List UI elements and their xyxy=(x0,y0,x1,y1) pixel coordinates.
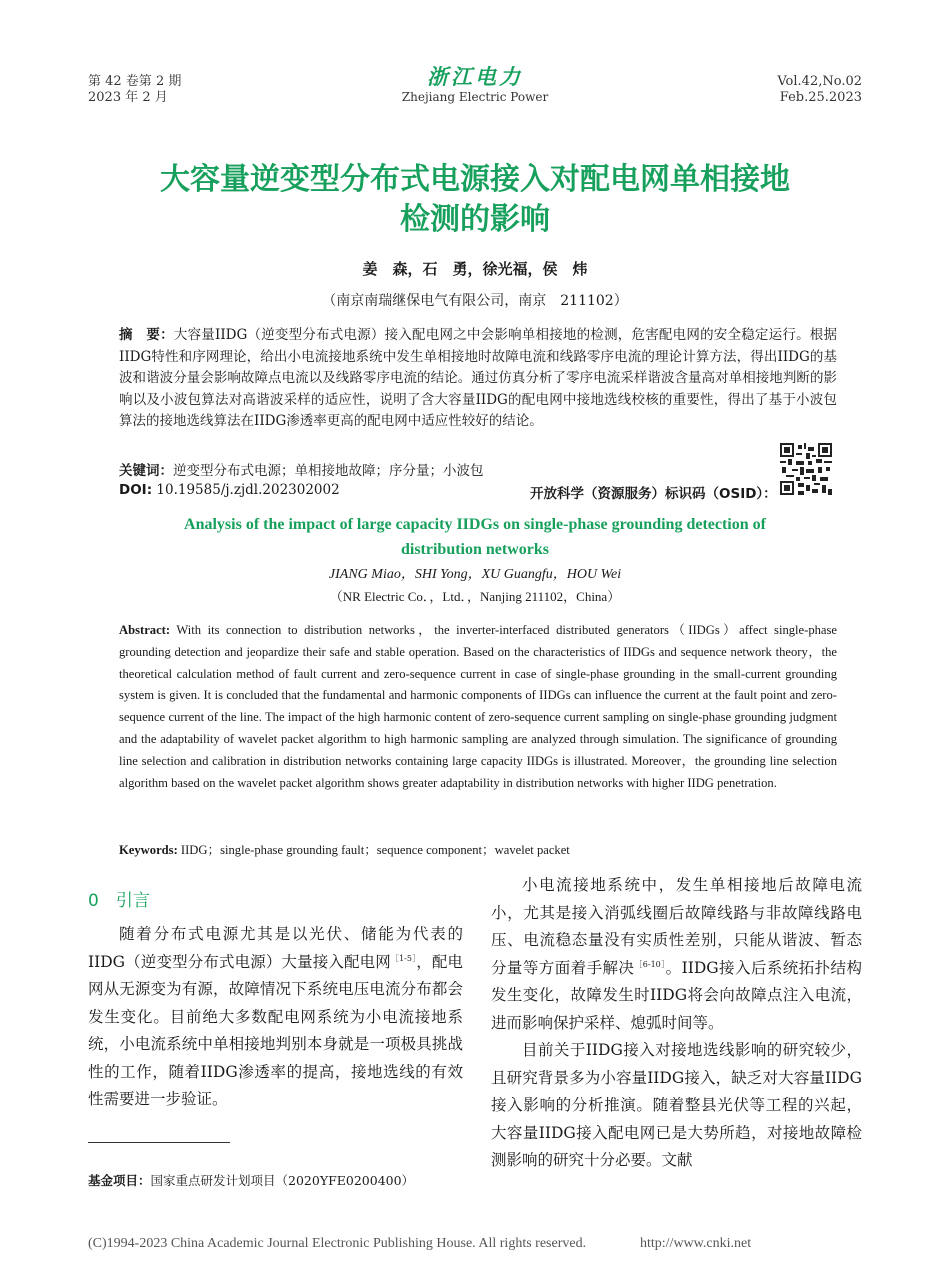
keywords-cn xyxy=(119,459,484,479)
funding-text: 国家重点研发计划项目（2020YFE0200400） xyxy=(150,1173,415,1188)
paragraph-text: 。IIDG接入后系统拓扑结构发生变化，故障发生时IIDG将会向故障点注入电流，进而影响保护采样、熄弧时间等。 xyxy=(491,958,862,1032)
abstract-en-text: With its connection to distribution networks，the inverter-interfaced distributed generators（IIDGs）affect single-phase grounding detection and jeopardize their safe and stable operation. Based on the characteristics of IIDGs and sequence network theory，the theoretical calculation method of fault current and zero-sequence current in case of single-phase grounding in the small-current grounding system is given. It is concluded that the fundamental and harmonic components of IIDGs can influence the current at the fault point and zero-sequence current of the line. The impact of the high harmonic content of zero-sequence current sampling on single-phase grounding judgment and the adaptability of wavelet packet algorithm to high harmonic sampling are analyzed through simulation. The significance of grounding line selection and calibration in distribution networks containing large capacity IIDGs is illustrated. Moreover，the grounding line selection algorithm based on the wavelet packet algorithm shows greater adaptability in distribution networks with higher IIDG penetration. xyxy=(119,623,838,790)
title-en-line-1: Analysis of the impact of large capacity IIDGs on single-phase grounding detection of xyxy=(184,516,766,533)
journal-logo: 浙江电力 xyxy=(427,65,523,89)
keywords-en-label: Keywords: xyxy=(119,843,178,857)
title-line-1: 大容量逆变型分布式电源接入对配电网单相接地 xyxy=(160,162,790,197)
citation[interactable]: ［6-10］ xyxy=(634,959,666,969)
abstract-en-label: Abstract: xyxy=(119,623,171,637)
right-column xyxy=(491,872,862,1175)
abstract-en xyxy=(119,620,837,794)
qr-code-icon[interactable] xyxy=(780,443,832,495)
copyright-url[interactable]: http://www.cnki.net xyxy=(640,1236,752,1251)
affiliation-en: （NR Electric Co．，Ltd．，Nanjing 211102，China） xyxy=(329,589,621,604)
funding-label: 基金项目： xyxy=(88,1173,151,1188)
paper-title-en xyxy=(90,512,860,562)
issue-date-en: Feb.25.2023 xyxy=(779,90,862,105)
paragraph-text: 小电流接地系统中，发生单相接地后故障电流小，尤其是接入消弧线圈后故障线路与非故障线路电压、电流稳态量没有实质性差别，只能从谐波、暂态分量等方面着手解决 xyxy=(491,876,862,977)
doi-label: DOI: xyxy=(119,482,153,498)
title-en-line-2: distribution networks xyxy=(400,541,550,558)
keywords-cn-text: 逆变型分布式电源；单相接地故障；序分量；小波包 xyxy=(173,463,484,479)
issue-info-en xyxy=(777,74,862,106)
osid-label: 开放科学（资源服务）标识码（OSID）： xyxy=(530,486,777,502)
authors-en: JIANG Miao，SHI Yong，XU Guangfu，HOU Wei xyxy=(328,567,622,582)
keywords-cn-label: 关键词： xyxy=(119,463,173,479)
paragraph: 目前关于IIDG接入对接地选线影响的研究较少，且研究背景多为小容量IIDG接入，缺乏对大容量IIDG接入影响的分析推演。随着整县光伏等工程的兴起，大容量IIDG接入配电网已是大势所趋，对接地故障检测影响的研究十分必要。文献 xyxy=(491,1041,862,1169)
left-column xyxy=(88,921,463,1114)
doi-value[interactable]: 10.19585/j.zjdl.202302002 xyxy=(156,482,340,498)
paragraph-text: ，配电网从无源变为有源，故障情况下系统电压电流分布都会发生变化。目前绝大多数配电网系统为小电流接地系统，小电流系统中单相接地判别本身就是一项极具挑战性的工作，随着IIDG渗透率的提高，接地选线的有效性需要进一步验证。 xyxy=(88,952,463,1108)
keywords-en xyxy=(119,839,570,858)
issue-date: 2023 年 2 月 xyxy=(88,90,168,105)
title-line-2: 检测的影响 xyxy=(400,202,550,237)
authors-cn: 姜 森，石 勇，徐光福，侯 炜 xyxy=(362,260,588,278)
abstract-cn-text: 大容量IIDG（逆变型分布式电源）接入配电网之中会影响单相接地的检测，危害配电网的安全稳定运行。根据IIDG特性和序网理论，给出小电流接地系统中发生单相接地时故障电流和线路零序电流的理论计算方法，得出IIDG的基波和谐波分量会影响故障点电流以及线路零序电流的结论。通过仿真分析了零序电流采样谐波含量高对单相接地判断的影响以及小波包算法对高谐波采样的适应性，说明了含大容量IIDG的配电网中接地选线校核的重要性，得出了基于小波包算法的接地选线算法在IIDG渗透率更高的配电网中适应性较好的结论。 xyxy=(119,327,837,429)
section-heading: 0 引言 xyxy=(88,891,150,911)
volume-issue: 第 42 卷第 2 期 xyxy=(88,74,182,89)
abstract-cn xyxy=(119,325,837,433)
abstract-cn-label: 摘 要： xyxy=(119,327,174,343)
volume-issue-en: Vol.42,No.02 xyxy=(777,74,862,89)
paper-title-cn xyxy=(80,160,870,240)
journal-name-en: Zhejiang Electric Power xyxy=(401,90,549,104)
copyright: (C)1994-2023 China Academic Journal Electronic Publishing House. All rights reserved. xyxy=(88,1236,587,1251)
affiliation-cn: （南京南瑞继保电气有限公司，南京 211102） xyxy=(322,293,628,309)
citation[interactable]: ［1-5］ xyxy=(390,953,417,963)
footnote-divider xyxy=(88,1142,230,1143)
doi xyxy=(119,482,340,498)
paragraph xyxy=(88,921,463,1114)
keywords-en-text: IIDG；single-phase grounding fault；sequence component；wavelet packet xyxy=(180,843,570,857)
funding-note xyxy=(88,1171,414,1189)
paragraph xyxy=(491,872,862,1037)
paragraph-text: 随着分布式电源尤其是以光伏、储能为代表的IIDG（逆变型分布式电源）大量接入配电网 xyxy=(88,925,463,971)
